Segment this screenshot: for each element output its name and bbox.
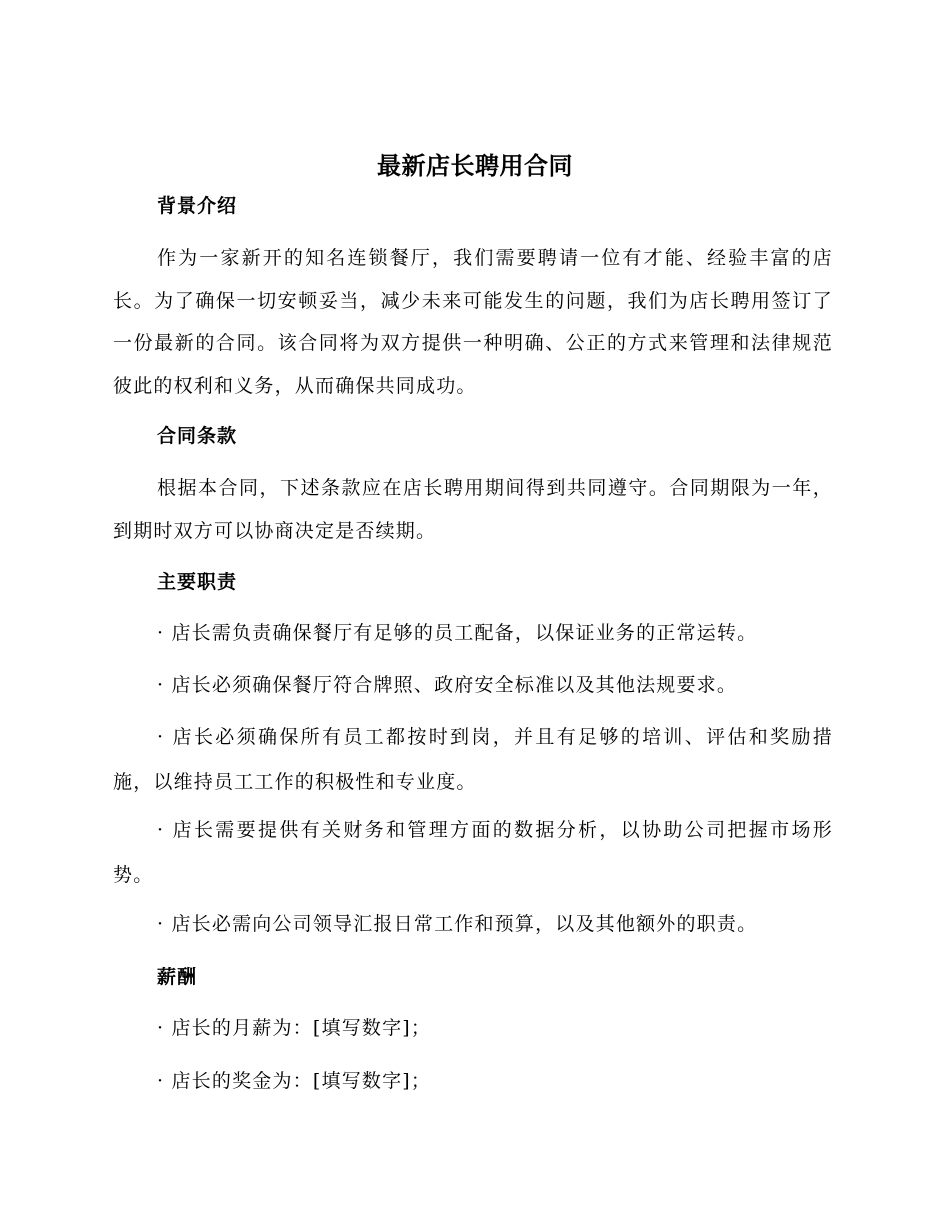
terms-paragraph: 根据本合同，下述条款应在店长聘用期间得到共同遵守。合同期限为一年，到期时双方可以协商决定是否续期。 — [113, 477, 833, 542]
salary-item: · 店长的奖金为：[填写数字]； — [157, 1070, 432, 1092]
background-paragraph: 作为一家新开的知名连锁餐厅，我们需要聘请一位有才能、经验丰富的店长。为了确保一切安顿妥当，减少未来可能发生的问题，我们为店长聘用签订了一份最新的合同。该合同将为双方提供一种明确、公正的方式来管理和法律规范彼此的权利和义务，从而确保共同成功。 — [113, 247, 833, 397]
document-title: 最新店长聘用合同 — [377, 152, 573, 180]
duty-item: · 店长需负责确保餐厅有足够的员工配备，以保证业务的正常运转。 — [157, 622, 758, 644]
section-heading-salary: 薪酬 — [157, 966, 198, 988]
duty-item: · 店长需要提供有关财务和管理方面的数据分析，以协助公司把握市场形势。 — [113, 819, 833, 886]
section-heading-terms: 合同条款 — [157, 425, 238, 447]
duty-item: · 店长必须确保餐厅符合牌照、政府安全标准以及其他法规要求。 — [157, 674, 738, 696]
duty-item: · 店长必须确保所有员工都按时到岗，并且有足够的培训、评估和奖励措施，以维持员工工作的积极性和专业度。 — [113, 726, 833, 793]
section-heading-duties: 主要职责 — [157, 571, 238, 593]
duty-item: · 店长必需向公司领导汇报日常工作和预算，以及其他额外的职责。 — [157, 913, 758, 935]
salary-item: · 店长的月薪为：[填写数字]； — [157, 1017, 432, 1039]
section-heading-background: 背景介绍 — [157, 195, 238, 217]
